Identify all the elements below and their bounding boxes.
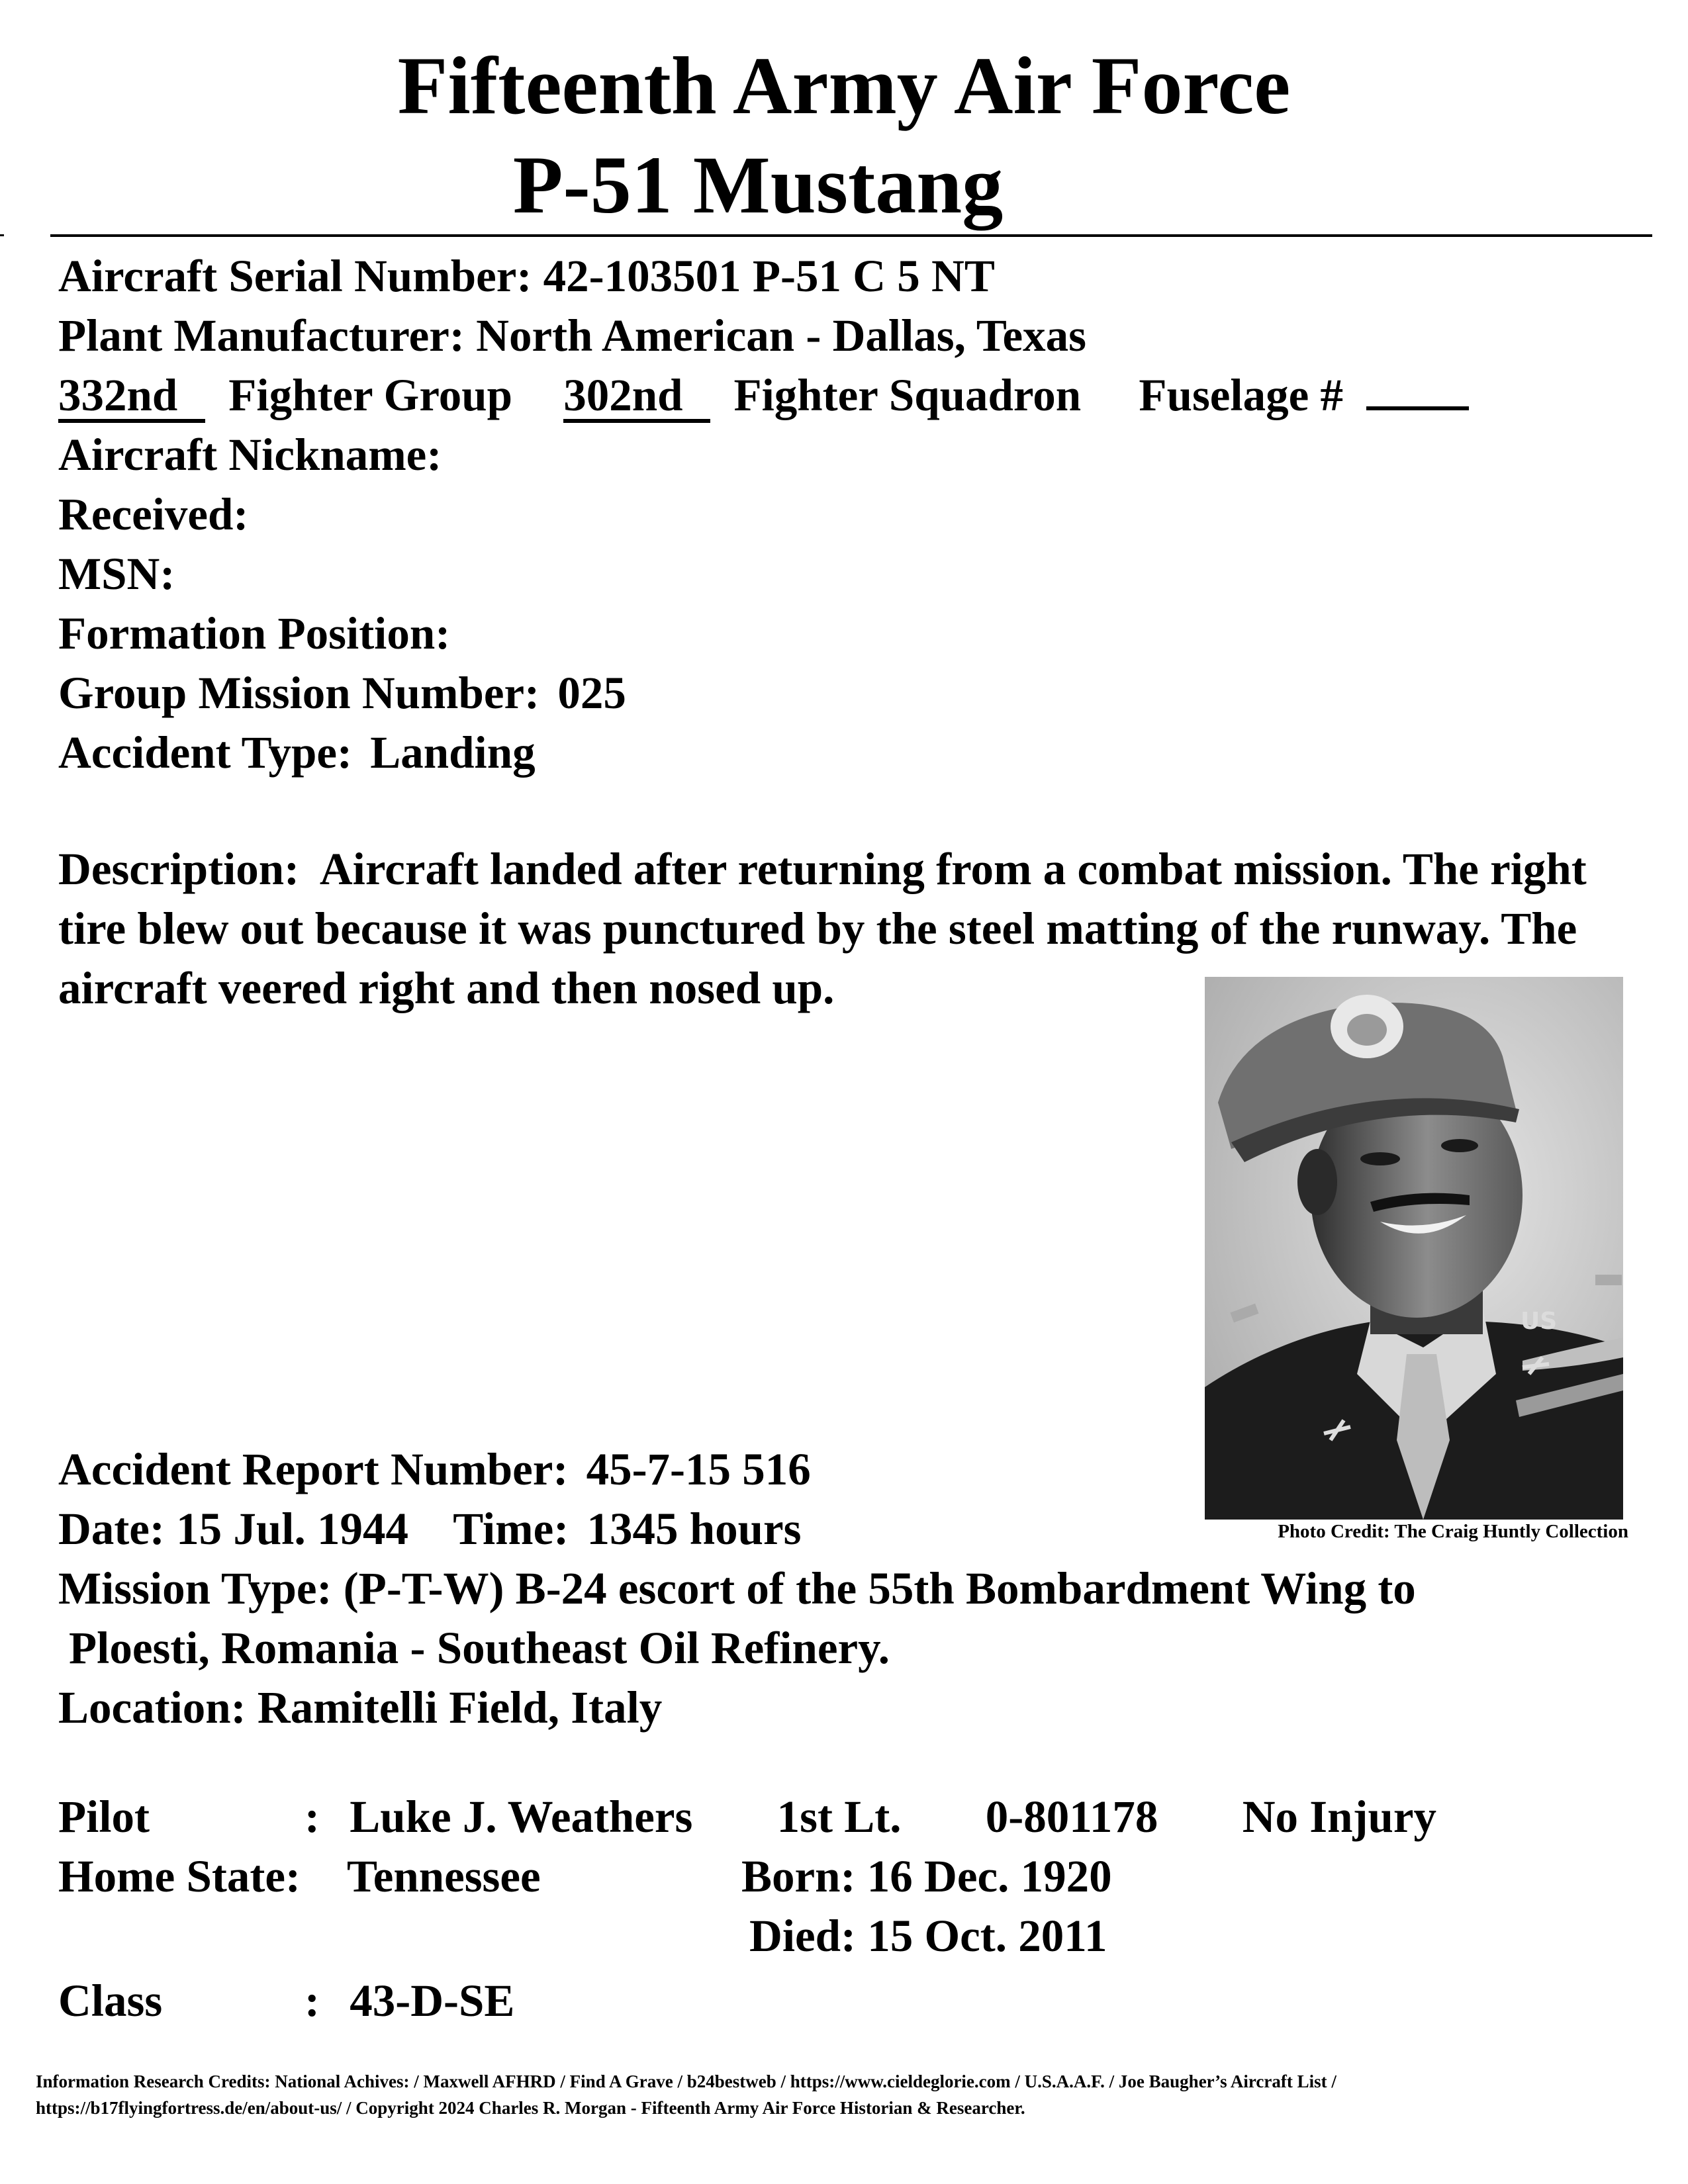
pilot-rank: 1st Lt. [776,1792,902,1842]
fighter-group-value: 332nd [58,371,205,423]
header-divider [50,234,1652,237]
description-text: Aircraft landed after returning from a combat mission. The right tire blew out because it was punctured by the steel matting of the runway. The aircraft veered right and then nosed up. [58,844,1587,1013]
margin-mark [0,234,4,236]
time-label: Time: [453,1504,569,1554]
research-credits [36,2068,1336,2121]
fuselage-value [1366,365,1469,410]
class-value: 43-D-SE [350,1976,515,2026]
class-label: Class [58,1976,163,2026]
manufacturer-label: Plant Manufacturer: [58,310,465,361]
date-label: Date: [58,1504,165,1554]
credits-line-2: https://b17flyingfortress.de/en/about-us/ / Copyright 2024 Charles R. Morgan - Fifteenth Army Air Force Historian & Researcher. [36,2098,1025,2118]
msn-row [58,544,175,604]
born-label: Born: [741,1851,856,1901]
page-subtitle [0,139,1688,232]
photo-credit: Photo Credit: The Craig Huntly Collection [1278,1521,1628,1542]
date-value: 15 Jul. 1944 [176,1504,408,1554]
unit-row [58,365,1469,425]
serial-number-value: 42-103501 P-51 C 5 NT [543,251,995,301]
report-number-row [58,1439,811,1499]
born-value: 16 Dec. 1920 [867,1851,1112,1901]
report-number-value: 45-7-15 516 [586,1444,811,1494]
class-row [58,1971,514,2030]
mission-type-continued: Ploesti, Romania - Southeast Oil Refinery. [69,1623,890,1673]
accident-type-label: Accident Type: [58,727,352,778]
fighter-group-label: Fighter Group [228,370,512,420]
nickname-row [58,425,442,484]
description-label: Description: [58,844,300,894]
pilot-injury-status: No Injury [1242,1792,1436,1842]
home-state-row [58,1846,541,1906]
home-state-label: Home State: [58,1851,301,1901]
mission-type-row [58,1559,1416,1618]
pilot-label: Pilot [58,1792,150,1842]
pilot-colon: : [305,1792,320,1842]
accident-type-value: Landing [370,727,536,778]
pilot-name: Luke J. Weathers [350,1792,693,1842]
aircraft-type-title: P-51 Mustang [512,140,1004,230]
time-value: 1345 hours [586,1504,802,1554]
mission-type-label: Mission Type: [58,1563,332,1614]
group-mission-label: Group Mission Number: [58,668,540,718]
fighter-squadron-value: 302nd [563,371,710,423]
msn-label: MSN: [58,549,175,599]
date-time-row [58,1499,801,1559]
report-number-label: Accident Report Number: [58,1444,569,1494]
fuselage-label: Fuselage # [1139,370,1343,420]
received-row [58,484,248,544]
died-label: Died: [749,1911,856,1961]
died-value: 15 Oct. 2011 [867,1911,1107,1961]
location-value: Ramitelli Field, Italy [257,1682,663,1733]
received-label: Received: [58,489,249,539]
nickname-label: Aircraft Nickname: [58,430,442,480]
accident-type-row [58,723,536,782]
pilot-portrait-image [1205,977,1623,1520]
born-row [741,1846,1112,1906]
formation-row [58,604,450,663]
group-mission-row [58,663,626,723]
credits-line-1: Information Research Credits: National Achives: / Maxwell AFHRD / Find A Grave / b24bestweb / https://www.cieldeglorie.com / U.S.A.A.F. / Joe Baugher’s Aircraft List / [36,2071,1336,2091]
fighter-squadron-label: Fighter Squadron [733,370,1082,420]
home-state-value: Tennessee [347,1851,541,1901]
location-row [58,1678,662,1737]
pilot-service-number: 0-801178 [985,1792,1158,1842]
manufacturer-row [58,306,1086,365]
formation-label: Formation Position: [58,608,451,659]
serial-number-label: Aircraft Serial Number: [58,251,532,301]
mission-type-value: (P-T-W) B-24 escort of the 55th Bombardment Wing to [343,1563,1416,1614]
group-mission-value: 025 [557,668,626,718]
page-title: Fifteenth Army Air Force [397,40,1291,131]
pilot-portrait [1205,977,1623,1520]
location-label: Location: [58,1682,246,1733]
manufacturer-value: North American - Dallas, Texas [476,310,1087,361]
pilot-row [58,1787,1436,1846]
us-insignia: US [1521,1308,1558,1335]
class-colon: : [305,1976,320,2026]
died-row [749,1906,1107,1966]
serial-number-row [58,246,995,306]
